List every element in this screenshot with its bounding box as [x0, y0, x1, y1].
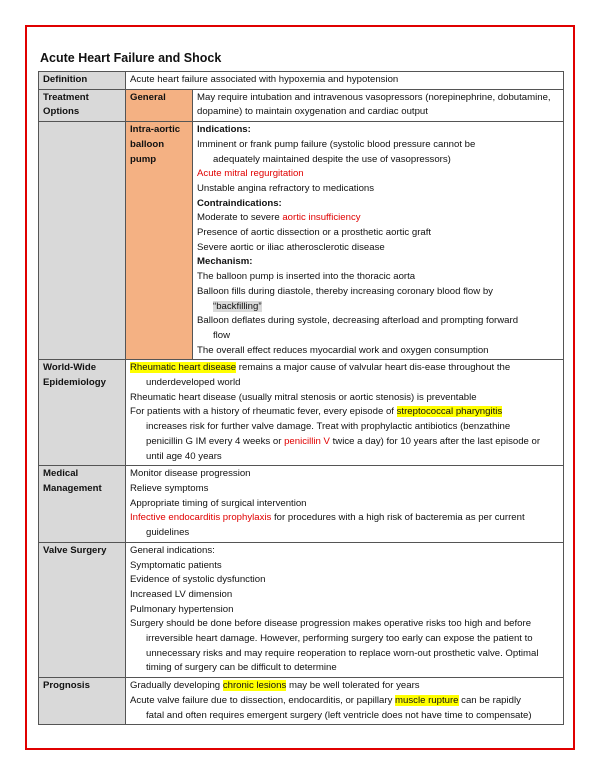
epi-pen-post: twice a day) for 10 years after the last episode or	[329, 435, 541, 447]
treatment-label-continued	[39, 122, 126, 360]
med-ie-prophylaxis: Infective endocarditis prophylaxis	[130, 512, 272, 524]
prog-line-2-pre: Acute valve failure due to dissection, endocarditis, or papillary	[130, 694, 396, 706]
prog-line-2	[130, 694, 559, 709]
surg-line-1: General indications:	[130, 544, 215, 556]
mechanism-2-cont	[197, 300, 559, 315]
definition-text: Acute heart failure associated with hypoxemia and hypotension	[126, 72, 564, 90]
epi-line-2: Rheumatic heart disease (usually mitral stenosis or aortic stenosis) is preventable	[130, 391, 477, 403]
iabp-details	[193, 122, 564, 360]
mechanism-4: The overall effect reduces myocardial work and oxygen consumption	[197, 344, 489, 356]
mechanism-3: Balloon deflates during systole, decreasing afterload and prompting forward	[197, 315, 519, 327]
indication-1-cont: adequately maintained despite the use of vasopressors)	[213, 153, 451, 165]
row-treatment-iabp	[39, 122, 564, 360]
epi-line-3-pre: For patients with a history of rheumatic fever, every episode of	[130, 406, 397, 418]
mechanism-2: Balloon fills during diastole, thereby increasing coronary blood flow by	[197, 285, 493, 297]
contraindication-1-text: Moderate to severe	[197, 212, 283, 224]
surg-line-6-cont: irreversible heart damage. However, performing surgery too early can expose the patient to	[146, 633, 533, 645]
contraindication-1-red: aortic insufficiency	[282, 212, 361, 224]
contraindication-2: Presence of aortic dissection or a prosthetic aortic graft	[197, 227, 432, 239]
prognosis-text	[126, 678, 564, 725]
row-medical	[39, 466, 564, 543]
mechanism-3-cont: flow	[213, 329, 231, 341]
medical-label: Medical Management	[39, 466, 126, 543]
prog-line-1-pre: Gradually developing	[130, 680, 223, 692]
prognosis-label: Prognosis	[39, 678, 126, 725]
epi-line-1-cont: underdeveloped world	[146, 377, 241, 389]
epi-hl-rhd: Rheumatic heart disease	[130, 362, 237, 374]
general-label: General	[126, 89, 193, 121]
epidemiology-text	[126, 360, 564, 466]
indications-heading: Indications:	[197, 124, 251, 136]
mechanism-heading: Mechanism:	[197, 256, 253, 268]
surgery-label: Valve Surgery	[39, 542, 126, 677]
med-line-2: Relieve symptoms	[130, 482, 209, 494]
contraindication-1	[197, 211, 559, 226]
prog-hl-chronic: chronic lesions	[222, 680, 287, 692]
surg-line-5: Pulmonary hypertension	[130, 603, 234, 615]
row-surgery	[39, 542, 564, 677]
content-table	[38, 71, 564, 725]
surg-line-6: Surgery should be done before disease progression makes operative risks too high and before	[130, 618, 532, 630]
mechanism-1: The balloon pump is inserted into the thoracic aorta	[197, 271, 416, 283]
indication-3: Unstable angina refractory to medications	[197, 182, 375, 194]
surgery-text	[126, 542, 564, 677]
backfilling-term: “backfilling”	[213, 300, 262, 312]
med-line-3: Appropriate timing of surgical intervention	[130, 497, 307, 509]
indication-2: Acute mitral regurgitation	[197, 168, 304, 180]
epi-line-3	[130, 405, 559, 420]
surg-line-2: Symptomatic patients	[130, 559, 222, 571]
epi-line-1	[130, 361, 559, 376]
surg-line-3: Evidence of systolic dysfunction	[130, 574, 266, 586]
epi-hl-strep: streptococcal pharyngitis	[396, 406, 503, 418]
epi-line-3-cont2	[130, 435, 559, 450]
surg-line-6-cont2: unnecessary risks and may require reoperation to replace worn-out prosthetic valve. Optimal	[146, 647, 539, 659]
epi-pen-pre: penicillin G IM every 4 weeks or	[146, 435, 285, 447]
row-definition	[39, 72, 564, 90]
prog-line-1	[130, 679, 559, 694]
definition-label: Definition	[39, 72, 126, 90]
prog-line-2-post: can be rapidly	[458, 694, 521, 706]
epi-line-3-cont: increases risk for further valve damage. Treat with prophylactic antibiotics (benzathine	[146, 421, 511, 433]
prog-line-1-post: may be well tolerated for years	[286, 680, 420, 692]
med-line-1: Monitor disease progression	[130, 468, 251, 480]
general-text: May require intubation and intravenous vasopressors (norepinephrine, dobutamine, dopamine) to maintain oxygenation and cardiac output	[193, 89, 564, 121]
contraindications-heading: Contraindications:	[197, 197, 282, 209]
iabp-label: Intra-aortic balloon pump	[126, 122, 193, 360]
page-title: Acute Heart Failure and Shock	[40, 51, 222, 65]
surg-line-6-cont3: timing of surgery can be difficult to determine	[146, 662, 337, 674]
med-line-4-cont: guidelines	[146, 527, 190, 539]
epi-line-3-cont3: until age 40 years	[146, 450, 222, 462]
surg-line-4: Increased LV dimension	[130, 588, 233, 600]
prog-hl-muscle: muscle rupture	[395, 694, 459, 706]
epidemiology-label: World-Wide Epidemiology	[39, 360, 126, 466]
medical-text	[126, 466, 564, 543]
epi-line-1-rest: remains a major cause of valvular heart dis-ease throughout the	[236, 362, 511, 374]
row-prognosis	[39, 678, 564, 725]
contraindication-3: Severe aortic or iliac atherosclerotic disease	[197, 241, 385, 253]
row-epidemiology	[39, 360, 564, 466]
indication-1: Imminent or frank pump failure (systolic blood pressure cannot be	[197, 138, 476, 150]
row-treatment-general	[39, 89, 564, 121]
treatment-label: Treatment Options	[39, 89, 126, 121]
med-line-4	[130, 511, 559, 526]
prog-line-2-cont: fatal and often requires emergent surgery (left ventricle does not have time to compensate)	[146, 709, 532, 721]
epi-pen-red: penicillin V	[284, 435, 330, 447]
med-line-4-rest: for procedures with a high risk of bacteremia as per current	[271, 512, 525, 524]
